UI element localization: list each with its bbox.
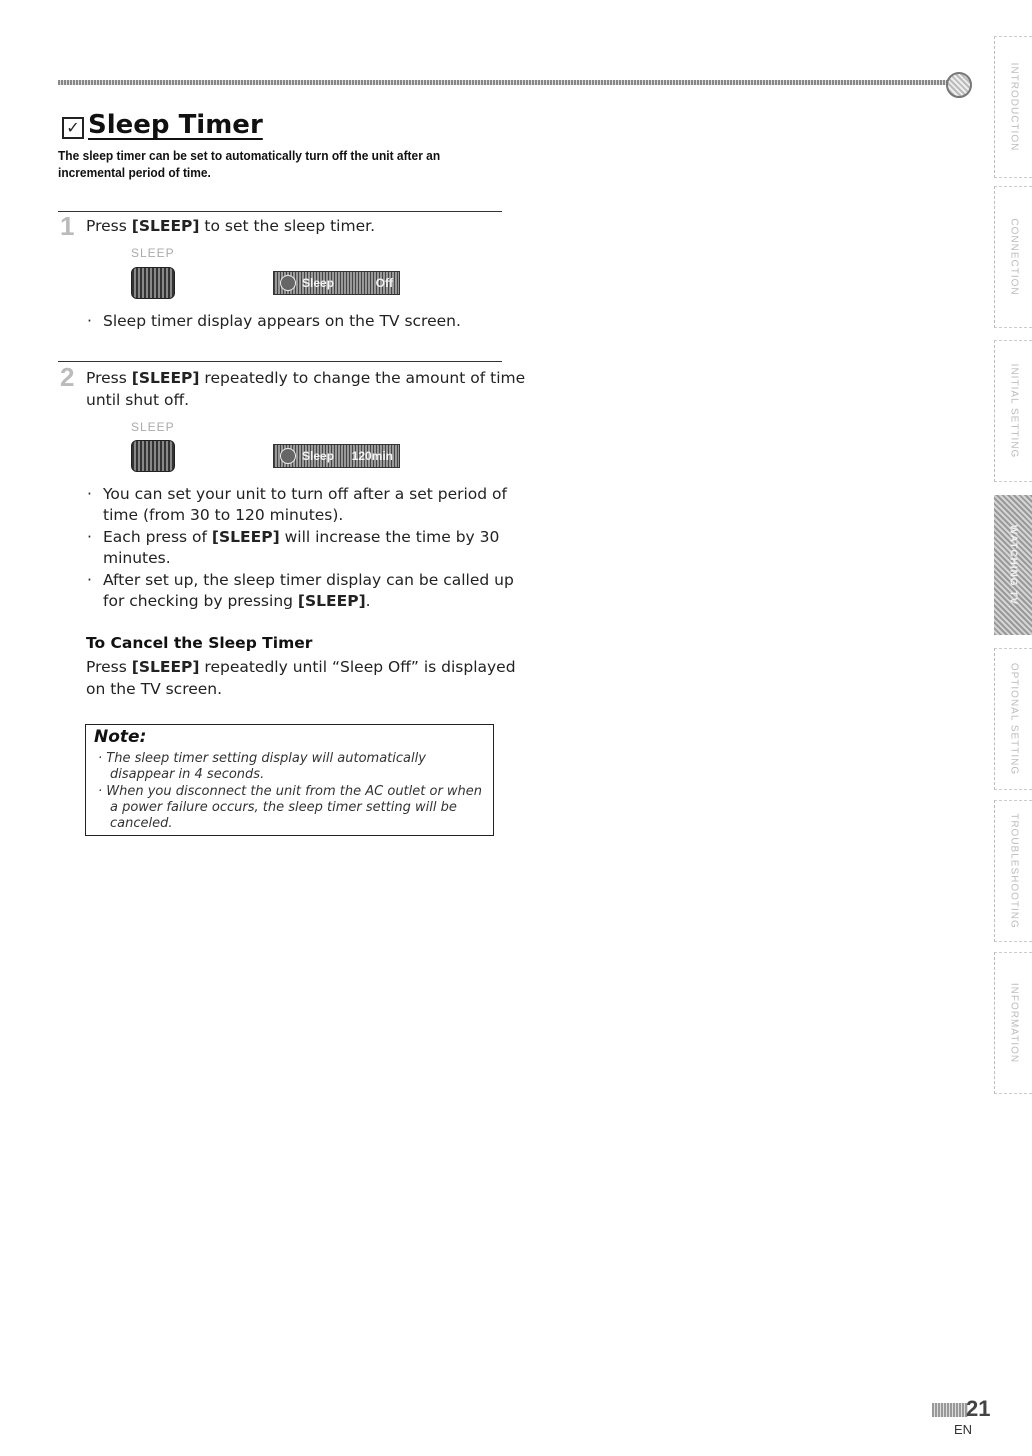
step2-number: 2: [60, 362, 75, 392]
timer-icon: [280, 275, 296, 291]
note-item-2: · When you disconnect the unit from the AC outlet or when: [98, 784, 483, 799]
tab-information[interactable]: INFORMATION: [994, 952, 1032, 1094]
cancel-text-line2: on the TV screen.: [86, 680, 223, 698]
step1-number: 1: [60, 211, 75, 241]
tab-initial-setting[interactable]: INITIAL SETTING: [994, 340, 1032, 482]
note-item-1-line2: disappear in 4 seconds.: [110, 767, 265, 782]
tab-connection[interactable]: CONNECTION: [994, 186, 1032, 328]
note-title: Note:: [94, 727, 147, 747]
step1-rule: [58, 211, 502, 212]
note-item-2-line3: canceled.: [110, 816, 173, 831]
step1-bullet: · Sleep timer display appears on the TV screen.: [87, 312, 461, 330]
cancel-text: Press [SLEEP] repeatedly until “Sleep Off” is displayed: [86, 658, 516, 676]
step2-remote-label: SLEEP: [131, 420, 175, 434]
header-rule: [58, 80, 950, 85]
timer-icon: [280, 448, 296, 464]
page-number-decoration: [932, 1403, 968, 1417]
tab-troubleshooting[interactable]: TROUBLESHOOTING: [994, 800, 1032, 942]
step2-bullet-3: · After set up, the sleep timer display can be called up: [87, 571, 514, 589]
step2-bullet-2-line2: minutes.: [103, 549, 171, 567]
tab-introduction[interactable]: INTRODUCTION: [994, 36, 1032, 178]
step2-rule: [58, 361, 502, 362]
step2-bullet-1: · You can set your unit to turn off after a set period of: [87, 485, 507, 503]
page-language: EN: [954, 1422, 973, 1437]
page-title: Sleep Timer: [88, 110, 263, 140]
step2-osd-display: Sleep 120min: [273, 444, 400, 468]
tab-watching-tv[interactable]: WATCHING TV: [994, 495, 1032, 635]
cancel-section-title: To Cancel the Sleep Timer: [86, 634, 313, 652]
intro-text: The sleep timer can be set to automatically turn off the unit after an incremental period of time.: [58, 148, 441, 180]
tab-optional-setting[interactable]: OPTIONAL SETTING: [994, 648, 1032, 790]
checkbox-icon: ✓: [62, 117, 84, 139]
step1-osd-display: Sleep Off: [273, 271, 400, 295]
header-rule-circle-icon: [946, 72, 972, 98]
step2-bullet-2: · Each press of [SLEEP] will increase the time by 30: [87, 528, 500, 546]
note-item-2-line2: a power failure occurs, the sleep timer setting will be: [110, 800, 457, 815]
note-item-1: · The sleep timer setting display will automatically: [98, 751, 426, 766]
step2-bullet-1-line2: time (from 30 to 120 minutes).: [103, 506, 344, 524]
step2-instruction: Press [SLEEP] repeatedly to change the amount of time: [86, 369, 526, 387]
step2-bullet-3-line2: for checking by pressing [SLEEP].: [103, 592, 371, 610]
step1-instruction: Press [SLEEP] to set the sleep timer.: [86, 217, 375, 235]
step1-remote-label: SLEEP: [131, 246, 175, 260]
step2-instruction-line2: until shut off.: [86, 391, 190, 409]
page-number: 21: [966, 1396, 991, 1421]
sleep-button-icon: [131, 267, 175, 299]
sleep-button-icon: [131, 440, 175, 472]
